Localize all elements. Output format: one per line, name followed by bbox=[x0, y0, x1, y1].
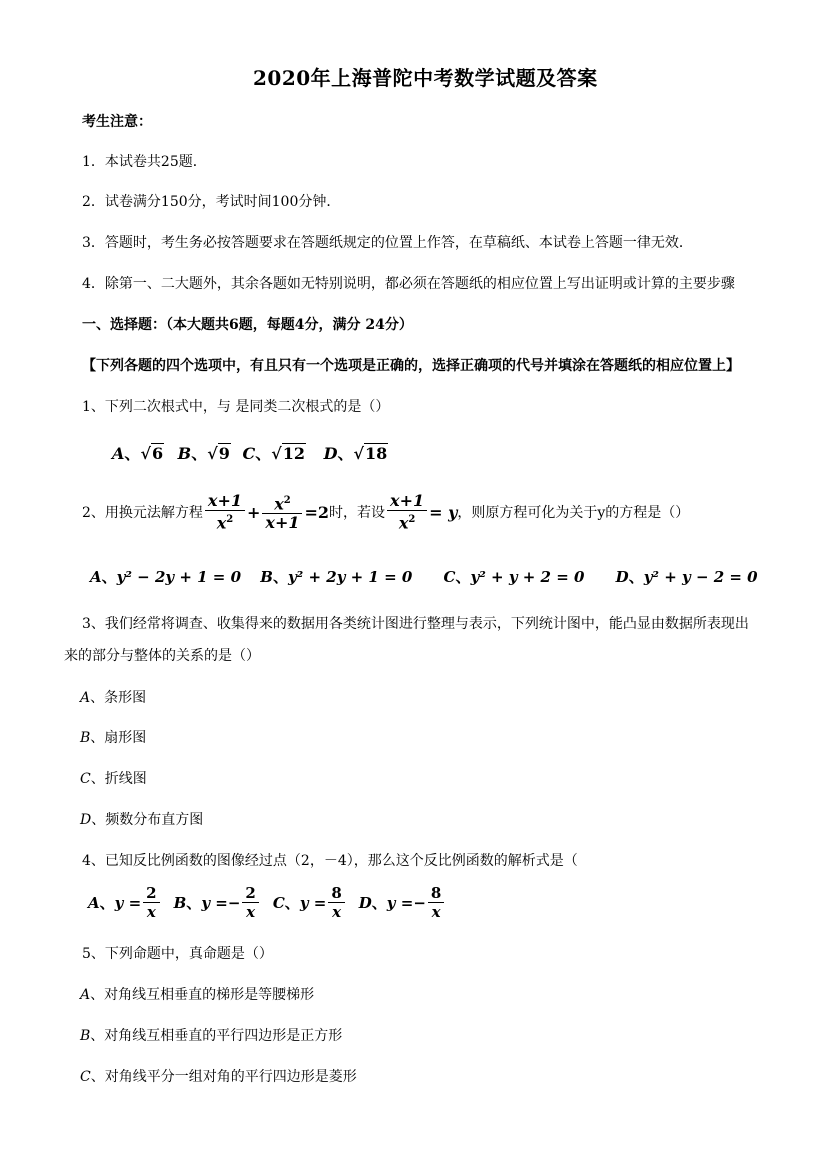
section-heading: 一、选择题：（本大题共6题，每题4分，满分 24分） bbox=[82, 317, 413, 333]
q4-options bbox=[88, 884, 446, 921]
q1-option-d: D、√18 bbox=[323, 444, 388, 463]
q2-substitution: $\frac{x+1}{x^2}$ = y bbox=[385, 492, 457, 532]
q2-equation: $\frac{x+1}{x^2}$ + $\frac{x^2}{x+1}$ =2 bbox=[203, 492, 329, 532]
notice-item-4: 4．除第一、二大题外，其余各题如无特别说明，都必须在答题纸的相应位置上写出证明或计算的主要步骤 bbox=[82, 276, 735, 292]
page-title: 2020年上海普陀中考数学试题及答案 bbox=[253, 66, 598, 90]
q2-stem: 2、用换元法解方程 $\frac{x+1}{x^2}$ + $\frac{x^2}{x+1}$ =2 时，若设 $\frac{x+1}{x^2}$ = y ，则原方程可化为关于y的方程是（） bbox=[82, 491, 690, 533]
q5-option-c: C、对角线平分一组对角的平行四边形是菱形 bbox=[80, 1069, 357, 1085]
notice-heading: 考生注意： bbox=[82, 114, 152, 130]
q2-option-a: A、y² − 2y + 1 = 0 bbox=[90, 568, 242, 586]
q1-option-b: B、√9 bbox=[177, 444, 230, 463]
q4-stem: 4、已知反比例函数的图像经过点（2，－4），那么这个反比例函数的解析式是（ bbox=[82, 853, 578, 869]
q4-option-a: A 、 y = $\frac{2}{x}$ bbox=[88, 884, 162, 921]
notice-item-3: 3．答题时，考生务必按答题要求在答题纸规定的位置上作答，在草稿纸、本试卷上答题一律无效． bbox=[82, 235, 693, 251]
q1-option-a: A、√6 bbox=[112, 444, 164, 463]
notice-item-1: 1．本试卷共25题． bbox=[82, 154, 207, 170]
q5-option-a: A、对角线互相垂直的梯形是等腰梯形 bbox=[80, 987, 315, 1003]
q3-option-a: A、条形图 bbox=[80, 690, 147, 706]
q4-option-d: D 、 y = − $\frac{8}{x}$ bbox=[359, 884, 447, 921]
q2-option-b: B、y² + 2y + 1 = 0 bbox=[260, 568, 413, 586]
q4-option-c: C 、 y = $\frac{8}{x}$ bbox=[273, 884, 347, 921]
q3-stem-line2: 来的部分与整体的关系的是（） bbox=[64, 648, 260, 664]
q5-option-b: B、对角线互相垂直的平行四边形是正方形 bbox=[80, 1028, 343, 1044]
q1-stem: 1、下列二次根式中，与 是同类二次根式的是（） bbox=[82, 399, 390, 415]
notice-item-2: 2．试卷满分150分，考试时间100分钟． bbox=[82, 194, 341, 210]
q3-option-c: C、折线图 bbox=[80, 771, 147, 787]
q5-stem: 5、下列命题中，真命题是（） bbox=[82, 946, 273, 962]
q2-option-c: C、y² + y + 2 = 0 bbox=[443, 568, 585, 586]
q3-option-d: D、频数分布直方图 bbox=[80, 812, 204, 828]
q3-option-b: B、扇形图 bbox=[80, 730, 147, 746]
q1-option-c: C、√12 bbox=[242, 444, 305, 463]
q2-options bbox=[90, 566, 758, 587]
q2-option-d: D、y² + y − 2 = 0 bbox=[615, 568, 758, 586]
q1-options bbox=[112, 441, 388, 464]
section-instruction: 【下列各题的四个选项中，有且只有一个选项是正确的，选择正确项的代号并填涂在答题纸的相应位置上】 bbox=[82, 358, 740, 374]
q4-option-b: B 、 y = − $\frac{2}{x}$ bbox=[174, 884, 261, 921]
q3-stem-line1: 3、我们经常将调查、收集得来的数据用各类统计图进行整理与表示，下列统计图中，能凸显由数据所表现出 bbox=[82, 616, 749, 632]
